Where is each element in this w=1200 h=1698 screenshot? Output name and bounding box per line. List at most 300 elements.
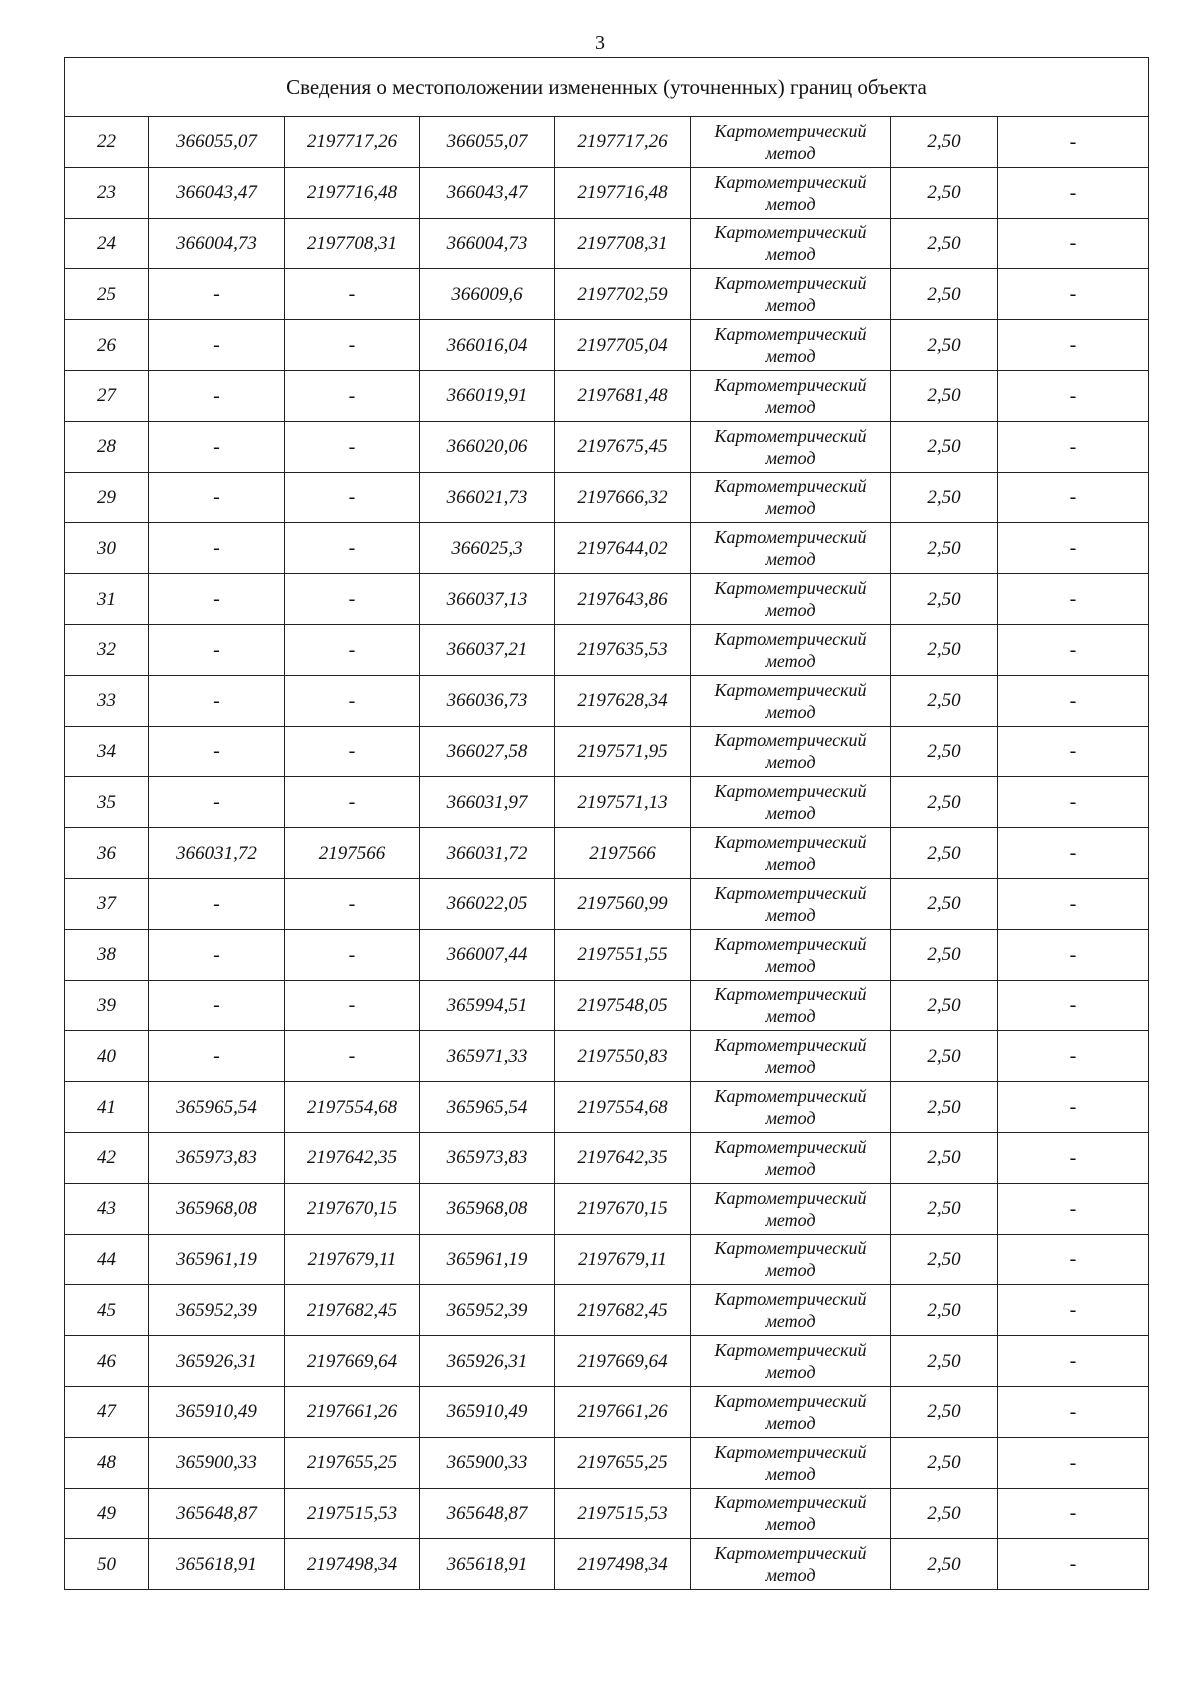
y-refined-cell: 2197571,95 <box>555 726 691 777</box>
y-existing-cell: - <box>285 929 420 980</box>
table-row <box>65 269 1149 320</box>
table-row <box>65 1539 1149 1590</box>
table-row <box>65 1132 1149 1183</box>
accuracy-cell: 2,50 <box>891 1031 998 1082</box>
point-number-cell: 40 <box>65 1031 149 1082</box>
y-existing-cell: - <box>285 472 420 523</box>
x-existing-cell: - <box>149 726 285 777</box>
method-line: метод <box>765 244 816 265</box>
x-existing-cell: - <box>149 777 285 828</box>
y-existing-cell: - <box>285 574 420 625</box>
point-number-cell: 37 <box>65 878 149 929</box>
method-line: метод <box>765 1108 816 1129</box>
x-existing-cell: - <box>149 421 285 472</box>
table-row <box>65 1488 1149 1539</box>
accuracy-cell: 2,50 <box>891 269 998 320</box>
method-cell <box>691 523 891 574</box>
method-line: Картометрический <box>714 578 867 599</box>
table-row <box>65 1082 1149 1133</box>
x-refined-cell: 365961,19 <box>420 1234 555 1285</box>
accuracy-cell: 2,50 <box>891 624 998 675</box>
x-refined-cell: 366031,72 <box>420 828 555 879</box>
method-cell <box>691 218 891 269</box>
y-refined-cell: 2197566 <box>555 828 691 879</box>
note-cell: - <box>998 675 1149 726</box>
x-existing-cell: - <box>149 675 285 726</box>
method-cell <box>691 167 891 218</box>
y-existing-cell: - <box>285 1031 420 1082</box>
y-refined-cell: 2197571,13 <box>555 777 691 828</box>
method-cell <box>691 370 891 421</box>
accuracy-cell: 2,50 <box>891 1082 998 1133</box>
point-number-cell: 24 <box>65 218 149 269</box>
x-refined-cell: 365900,33 <box>420 1437 555 1488</box>
method-line: метод <box>765 295 816 316</box>
accuracy-cell: 2,50 <box>891 1132 998 1183</box>
accuracy-cell: 2,50 <box>891 167 998 218</box>
point-number-cell: 41 <box>65 1082 149 1133</box>
x-refined-cell: 365965,54 <box>420 1082 555 1133</box>
x-existing-cell: 365965,54 <box>149 1082 285 1133</box>
method-line: метод <box>765 498 816 519</box>
table-caption: Сведения о местоположении измененных (уточненных) границ объекта <box>65 58 1149 117</box>
x-refined-cell: 366055,07 <box>420 117 555 168</box>
x-existing-cell: - <box>149 624 285 675</box>
x-existing-cell: 366055,07 <box>149 117 285 168</box>
y-refined-cell: 2197679,11 <box>555 1234 691 1285</box>
method-cell <box>691 624 891 675</box>
table-row <box>65 1183 1149 1234</box>
x-existing-cell: - <box>149 980 285 1031</box>
note-cell: - <box>998 421 1149 472</box>
y-existing-cell: - <box>285 320 420 371</box>
x-existing-cell: 365961,19 <box>149 1234 285 1285</box>
accuracy-cell: 2,50 <box>891 878 998 929</box>
y-refined-cell: 2197644,02 <box>555 523 691 574</box>
x-refined-cell: 366007,44 <box>420 929 555 980</box>
method-line: Картометрический <box>714 171 867 192</box>
y-existing-cell: 2197655,25 <box>285 1437 420 1488</box>
note-cell: - <box>998 523 1149 574</box>
y-existing-cell: - <box>285 523 420 574</box>
x-existing-cell: 365910,49 <box>149 1386 285 1437</box>
method-cell <box>691 320 891 371</box>
y-refined-cell: 2197670,15 <box>555 1183 691 1234</box>
y-refined-cell: 2197628,34 <box>555 675 691 726</box>
y-refined-cell: 2197498,34 <box>555 1539 691 1590</box>
method-cell <box>691 574 891 625</box>
table-row <box>65 523 1149 574</box>
y-existing-cell: - <box>285 726 420 777</box>
accuracy-cell: 2,50 <box>891 472 998 523</box>
method-cell <box>691 1234 891 1285</box>
y-existing-cell: - <box>285 777 420 828</box>
y-refined-cell: 2197635,53 <box>555 624 691 675</box>
accuracy-cell: 2,50 <box>891 929 998 980</box>
accuracy-cell: 2,50 <box>891 1234 998 1285</box>
method-line: метод <box>765 1514 816 1535</box>
accuracy-cell: 2,50 <box>891 218 998 269</box>
note-cell: - <box>998 1437 1149 1488</box>
method-line: Картометрический <box>714 527 867 548</box>
method-line: метод <box>765 142 816 163</box>
method-line: метод <box>765 1412 816 1433</box>
method-cell <box>691 1539 891 1590</box>
method-cell <box>691 1132 891 1183</box>
x-existing-cell: 366004,73 <box>149 218 285 269</box>
y-refined-cell: 2197655,25 <box>555 1437 691 1488</box>
note-cell: - <box>998 624 1149 675</box>
method-line: метод <box>765 701 816 722</box>
x-existing-cell: - <box>149 269 285 320</box>
note-cell: - <box>998 1031 1149 1082</box>
accuracy-cell: 2,50 <box>891 421 998 472</box>
y-refined-cell: 2197551,55 <box>555 929 691 980</box>
method-cell <box>691 828 891 879</box>
method-line: Картометрический <box>714 1238 867 1259</box>
table-row <box>65 320 1149 371</box>
note-cell: - <box>998 828 1149 879</box>
point-number-cell: 22 <box>65 117 149 168</box>
y-existing-cell: - <box>285 624 420 675</box>
note-cell: - <box>998 1336 1149 1387</box>
method-line: метод <box>765 803 816 824</box>
table-row <box>65 726 1149 777</box>
y-existing-cell: 2197642,35 <box>285 1132 420 1183</box>
y-refined-cell: 2197661,26 <box>555 1386 691 1437</box>
table-row <box>65 980 1149 1031</box>
note-cell: - <box>998 1183 1149 1234</box>
x-existing-cell: 366031,72 <box>149 828 285 879</box>
x-refined-cell: 365973,83 <box>420 1132 555 1183</box>
point-number-cell: 25 <box>65 269 149 320</box>
table-row <box>65 1336 1149 1387</box>
point-number-cell: 30 <box>65 523 149 574</box>
method-line: Картометрический <box>714 222 867 243</box>
x-existing-cell: 365926,31 <box>149 1336 285 1387</box>
method-line: Картометрический <box>714 425 867 446</box>
x-existing-cell: - <box>149 370 285 421</box>
accuracy-cell: 2,50 <box>891 523 998 574</box>
table-row <box>65 574 1149 625</box>
note-cell: - <box>998 1386 1149 1437</box>
method-line: Картометрический <box>714 1187 867 1208</box>
method-line: Картометрический <box>714 1390 867 1411</box>
y-existing-cell: 2197554,68 <box>285 1082 420 1133</box>
point-number-cell: 42 <box>65 1132 149 1183</box>
y-existing-cell: 2197670,15 <box>285 1183 420 1234</box>
table-row <box>65 878 1149 929</box>
method-line: метод <box>765 1209 816 1230</box>
method-line: Картометрический <box>714 933 867 954</box>
table-caption-row <box>65 58 1149 117</box>
accuracy-cell: 2,50 <box>891 117 998 168</box>
note-cell: - <box>998 472 1149 523</box>
point-number-cell: 35 <box>65 777 149 828</box>
table-row <box>65 624 1149 675</box>
method-line: метод <box>765 396 816 417</box>
method-line: Картометрический <box>714 1340 867 1361</box>
point-number-cell: 38 <box>65 929 149 980</box>
note-cell: - <box>998 1539 1149 1590</box>
x-existing-cell: 365973,83 <box>149 1132 285 1183</box>
method-line: метод <box>765 650 816 671</box>
y-refined-cell: 2197642,35 <box>555 1132 691 1183</box>
y-refined-cell: 2197717,26 <box>555 117 691 168</box>
note-cell: - <box>998 878 1149 929</box>
point-number-cell: 23 <box>65 167 149 218</box>
x-refined-cell: 366037,13 <box>420 574 555 625</box>
x-existing-cell: 365900,33 <box>149 1437 285 1488</box>
method-line: метод <box>765 1260 816 1281</box>
method-cell <box>691 980 891 1031</box>
table-row <box>65 218 1149 269</box>
point-number-cell: 50 <box>65 1539 149 1590</box>
y-existing-cell: - <box>285 675 420 726</box>
accuracy-cell: 2,50 <box>891 370 998 421</box>
method-line: метод <box>765 854 816 875</box>
note-cell: - <box>998 370 1149 421</box>
method-cell <box>691 472 891 523</box>
method-line: Картометрический <box>714 1289 867 1310</box>
method-cell <box>691 675 891 726</box>
table-row <box>65 1234 1149 1285</box>
x-refined-cell: 366043,47 <box>420 167 555 218</box>
y-existing-cell: 2197661,26 <box>285 1386 420 1437</box>
y-existing-cell: 2197679,11 <box>285 1234 420 1285</box>
point-number-cell: 47 <box>65 1386 149 1437</box>
method-cell <box>691 1031 891 1082</box>
point-number-cell: 36 <box>65 828 149 879</box>
method-line: Картометрический <box>714 984 867 1005</box>
method-line: метод <box>765 1362 816 1383</box>
y-existing-cell: - <box>285 269 420 320</box>
x-refined-cell: 366019,91 <box>420 370 555 421</box>
page-number: 3 <box>595 32 605 54</box>
accuracy-cell: 2,50 <box>891 1437 998 1488</box>
method-cell <box>691 421 891 472</box>
x-existing-cell: 365618,91 <box>149 1539 285 1590</box>
note-cell: - <box>998 218 1149 269</box>
note-cell: - <box>998 1285 1149 1336</box>
note-cell: - <box>998 1488 1149 1539</box>
accuracy-cell: 2,50 <box>891 1285 998 1336</box>
note-cell: - <box>998 1234 1149 1285</box>
y-refined-cell: 2197548,05 <box>555 980 691 1031</box>
x-existing-cell: 366043,47 <box>149 167 285 218</box>
table-row <box>65 472 1149 523</box>
method-line: метод <box>765 346 816 367</box>
x-refined-cell: 365971,33 <box>420 1031 555 1082</box>
y-existing-cell: 2197669,64 <box>285 1336 420 1387</box>
x-refined-cell: 365968,08 <box>420 1183 555 1234</box>
x-existing-cell: - <box>149 472 285 523</box>
method-line: метод <box>765 549 816 570</box>
y-existing-cell: 2197717,26 <box>285 117 420 168</box>
point-number-cell: 26 <box>65 320 149 371</box>
note-cell: - <box>998 726 1149 777</box>
x-existing-cell: 365952,39 <box>149 1285 285 1336</box>
method-line: Картометрический <box>714 679 867 700</box>
y-refined-cell: 2197554,68 <box>555 1082 691 1133</box>
point-number-cell: 39 <box>65 980 149 1031</box>
x-existing-cell: - <box>149 878 285 929</box>
point-number-cell: 48 <box>65 1437 149 1488</box>
x-existing-cell: - <box>149 523 285 574</box>
note-cell: - <box>998 320 1149 371</box>
method-line: Картометрический <box>714 730 867 751</box>
y-existing-cell: - <box>285 370 420 421</box>
method-cell <box>691 117 891 168</box>
point-number-cell: 49 <box>65 1488 149 1539</box>
method-line: метод <box>765 193 816 214</box>
method-line: метод <box>765 447 816 468</box>
x-existing-cell: - <box>149 320 285 371</box>
x-refined-cell: 366020,06 <box>420 421 555 472</box>
y-existing-cell: - <box>285 980 420 1031</box>
point-number-cell: 29 <box>65 472 149 523</box>
x-refined-cell: 366009,6 <box>420 269 555 320</box>
note-cell: - <box>998 167 1149 218</box>
table-row <box>65 167 1149 218</box>
x-refined-cell: 366031,97 <box>420 777 555 828</box>
y-refined-cell: 2197716,48 <box>555 167 691 218</box>
y-existing-cell: 2197682,45 <box>285 1285 420 1336</box>
boundary-coordinates-table <box>64 57 1149 1590</box>
method-line: метод <box>765 1463 816 1484</box>
y-refined-cell: 2197515,53 <box>555 1488 691 1539</box>
accuracy-cell: 2,50 <box>891 828 998 879</box>
x-refined-cell: 365952,39 <box>420 1285 555 1336</box>
point-number-cell: 44 <box>65 1234 149 1285</box>
table-row <box>65 1285 1149 1336</box>
x-existing-cell: - <box>149 574 285 625</box>
point-number-cell: 46 <box>65 1336 149 1387</box>
point-number-cell: 32 <box>65 624 149 675</box>
table-row <box>65 1437 1149 1488</box>
y-refined-cell: 2197681,48 <box>555 370 691 421</box>
x-refined-cell: 366027,58 <box>420 726 555 777</box>
method-line: метод <box>765 752 816 773</box>
y-refined-cell: 2197705,04 <box>555 320 691 371</box>
x-existing-cell: 365648,87 <box>149 1488 285 1539</box>
x-refined-cell: 366036,73 <box>420 675 555 726</box>
accuracy-cell: 2,50 <box>891 1386 998 1437</box>
y-refined-cell: 2197682,45 <box>555 1285 691 1336</box>
y-refined-cell: 2197708,31 <box>555 218 691 269</box>
method-cell <box>691 878 891 929</box>
note-cell: - <box>998 574 1149 625</box>
accuracy-cell: 2,50 <box>891 1183 998 1234</box>
accuracy-cell: 2,50 <box>891 1336 998 1387</box>
y-existing-cell: 2197566 <box>285 828 420 879</box>
x-existing-cell: - <box>149 929 285 980</box>
method-line: метод <box>765 1057 816 1078</box>
method-line: Картометрический <box>714 781 867 802</box>
method-cell <box>691 1183 891 1234</box>
x-refined-cell: 365648,87 <box>420 1488 555 1539</box>
y-refined-cell: 2197675,45 <box>555 421 691 472</box>
x-existing-cell: 365968,08 <box>149 1183 285 1234</box>
table-row <box>65 117 1149 168</box>
y-refined-cell: 2197666,32 <box>555 472 691 523</box>
x-refined-cell: 365994,51 <box>420 980 555 1031</box>
note-cell: - <box>998 269 1149 320</box>
method-line: метод <box>765 1006 816 1027</box>
y-existing-cell: 2197708,31 <box>285 218 420 269</box>
point-number-cell: 27 <box>65 370 149 421</box>
y-existing-cell: 2197498,34 <box>285 1539 420 1590</box>
method-line: Картометрический <box>714 628 867 649</box>
method-line: метод <box>765 1311 816 1332</box>
method-line: Картометрический <box>714 1543 867 1564</box>
y-refined-cell: 2197550,83 <box>555 1031 691 1082</box>
method-line: Картометрический <box>714 882 867 903</box>
accuracy-cell: 2,50 <box>891 1488 998 1539</box>
accuracy-cell: 2,50 <box>891 980 998 1031</box>
y-existing-cell: - <box>285 421 420 472</box>
table-row <box>65 777 1149 828</box>
x-refined-cell: 366004,73 <box>420 218 555 269</box>
table-row <box>65 675 1149 726</box>
method-line: Картометрический <box>714 1086 867 1107</box>
method-line: Картометрический <box>714 374 867 395</box>
method-line: Картометрический <box>714 1441 867 1462</box>
method-line: метод <box>765 955 816 976</box>
method-cell <box>691 1386 891 1437</box>
method-cell <box>691 1336 891 1387</box>
x-refined-cell: 365926,31 <box>420 1336 555 1387</box>
x-refined-cell: 366021,73 <box>420 472 555 523</box>
note-cell: - <box>998 1082 1149 1133</box>
note-cell: - <box>998 929 1149 980</box>
table-row <box>65 421 1149 472</box>
accuracy-cell: 2,50 <box>891 1539 998 1590</box>
accuracy-cell: 2,50 <box>891 675 998 726</box>
method-line: Картометрический <box>714 1136 867 1157</box>
y-refined-cell: 2197643,86 <box>555 574 691 625</box>
method-cell <box>691 1437 891 1488</box>
note-cell: - <box>998 1132 1149 1183</box>
note-cell: - <box>998 777 1149 828</box>
x-refined-cell: 366025,3 <box>420 523 555 574</box>
point-number-cell: 33 <box>65 675 149 726</box>
method-line: метод <box>765 904 816 925</box>
x-refined-cell: 366022,05 <box>420 878 555 929</box>
method-line: метод <box>765 1565 816 1586</box>
method-line: Картометрический <box>714 1035 867 1056</box>
x-refined-cell: 365910,49 <box>420 1386 555 1437</box>
y-refined-cell: 2197669,64 <box>555 1336 691 1387</box>
y-refined-cell: 2197560,99 <box>555 878 691 929</box>
method-line: метод <box>765 1158 816 1179</box>
y-existing-cell: 2197515,53 <box>285 1488 420 1539</box>
method-cell <box>691 929 891 980</box>
table-row <box>65 370 1149 421</box>
method-cell <box>691 1285 891 1336</box>
x-refined-cell: 366037,21 <box>420 624 555 675</box>
accuracy-cell: 2,50 <box>891 726 998 777</box>
x-refined-cell: 365618,91 <box>420 1539 555 1590</box>
point-number-cell: 28 <box>65 421 149 472</box>
point-number-cell: 43 <box>65 1183 149 1234</box>
method-cell <box>691 726 891 777</box>
x-refined-cell: 366016,04 <box>420 320 555 371</box>
table-row <box>65 929 1149 980</box>
method-cell <box>691 269 891 320</box>
y-refined-cell: 2197702,59 <box>555 269 691 320</box>
note-cell: - <box>998 117 1149 168</box>
